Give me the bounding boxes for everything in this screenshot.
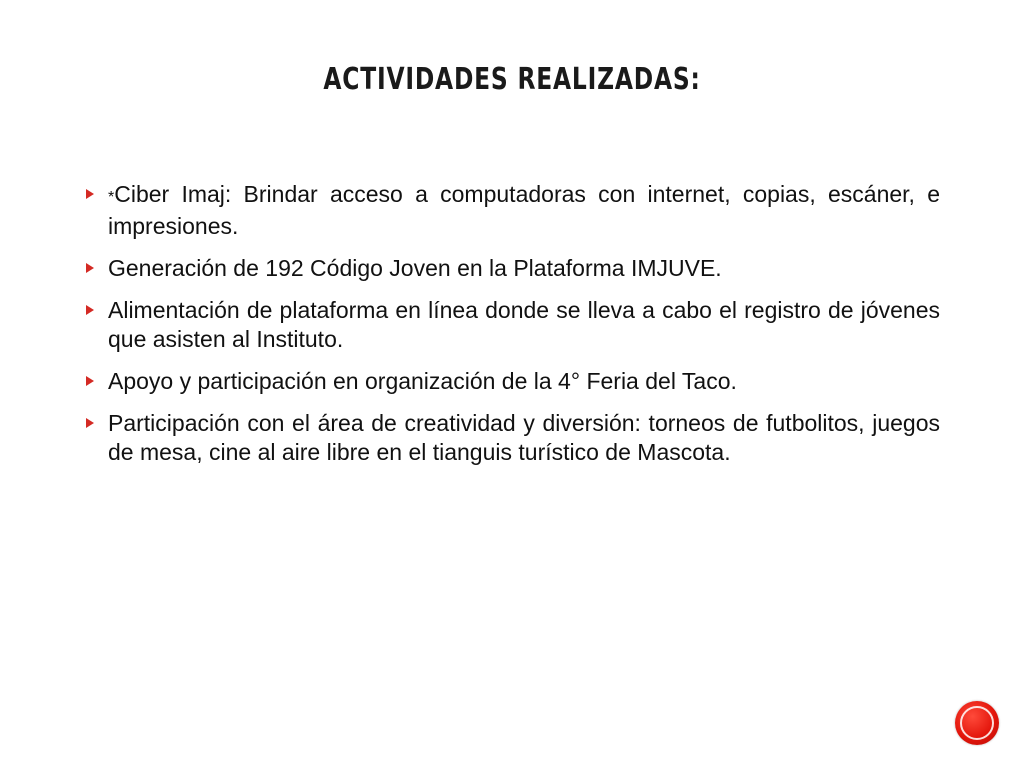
triangle-bullet-icon — [86, 376, 94, 386]
bullet-text: Participación con el área de creatividad y diversión: torneos de futbolitos, juegos de mesa, cine al aire libre en el tianguis turístico de Mascota. — [108, 410, 940, 465]
slide-number-badge-icon — [955, 701, 999, 745]
bullet-text: Alimentación de plataforma en línea donde se lleva a cabo el registro de jóvenes que asisten al Instituto. — [108, 297, 940, 352]
bullet-text: Generación de 192 Código Joven en la Plataforma IMJUVE. — [108, 255, 722, 281]
bullet-list — [84, 180, 940, 467]
triangle-bullet-icon — [86, 189, 94, 199]
list-item — [84, 180, 940, 241]
list-item — [84, 367, 940, 396]
bullet-text: Apoyo y participación en organización de la 4° Feria del Taco. — [108, 368, 737, 394]
bullet-text: Ciber Imaj: Brindar acceso a computadoras con internet, copias, escáner, e impresiones. — [108, 181, 940, 239]
list-item — [84, 254, 940, 283]
triangle-bullet-icon — [86, 305, 94, 315]
bullet-prefix: * — [108, 189, 115, 206]
badge-ring — [960, 706, 994, 740]
content-area — [84, 180, 940, 480]
triangle-bullet-icon — [86, 418, 94, 428]
triangle-bullet-icon — [86, 263, 94, 273]
slide-title: ACTIVIDADES REALIZADAS: — [323, 62, 701, 97]
list-item — [84, 409, 940, 467]
list-item — [84, 296, 940, 354]
